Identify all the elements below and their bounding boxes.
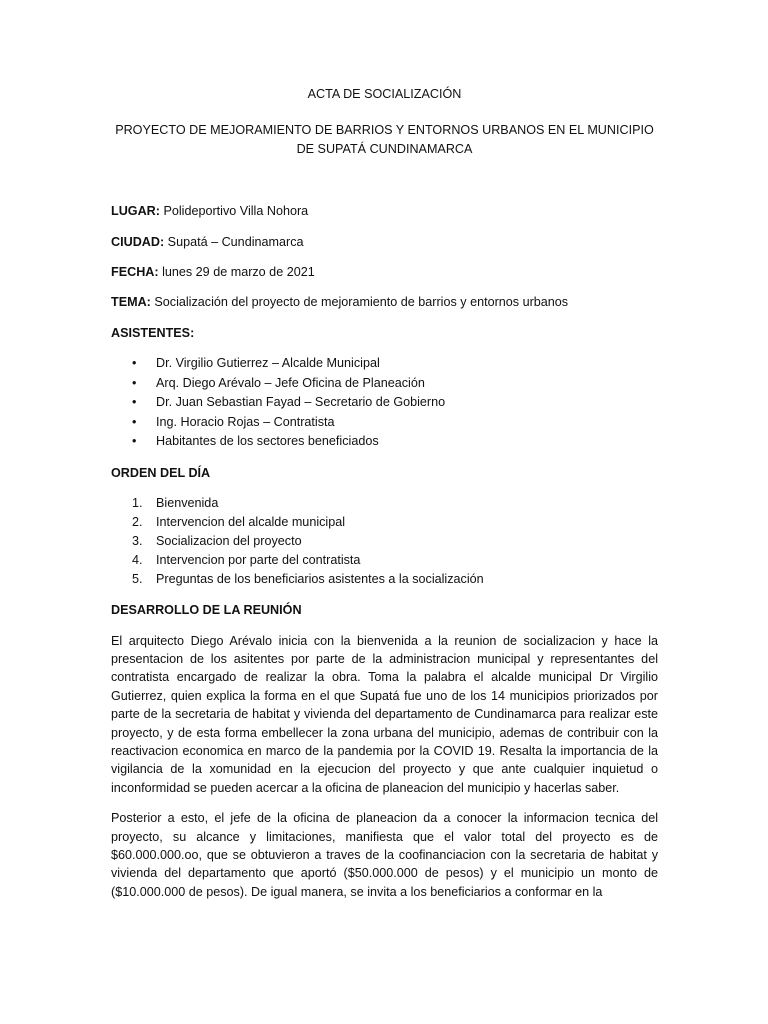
agenda-text: Preguntas de los beneficiarios asistentes a la socialización — [156, 572, 484, 587]
bullet-icon: • — [132, 375, 137, 390]
development-heading: DESARROLLO DE LA REUNIÓN — [111, 603, 302, 618]
attendee-name: Arq. Diego Arévalo – Jefe Oficina de Planeación — [156, 375, 425, 390]
agenda-list — [111, 494, 658, 589]
field-ciudad — [111, 233, 658, 251]
field-label: TEMA: — [111, 295, 151, 310]
agenda-number: 4. — [132, 553, 143, 568]
attendee-name: Dr. Virgilio Gutierrez – Alcalde Municipal — [156, 356, 380, 371]
list-item — [111, 374, 658, 394]
agenda-text: Socializacion del proyecto — [156, 534, 302, 549]
attendee-name: Ing. Horacio Rojas – Contratista — [156, 414, 335, 429]
agenda-number: 5. — [132, 572, 143, 587]
agenda-number: 2. — [132, 515, 143, 530]
agenda-number: 1. — [132, 496, 143, 511]
bullet-icon: • — [132, 414, 137, 429]
document-subtitle: PROYECTO DE MEJORAMIENTO DE BARRIOS Y ENTORNOS URBANOS EN EL MUNICIPIO DE SUPATÁ CUNDINAMARCA — [115, 123, 654, 156]
list-item — [111, 432, 658, 452]
field-value: Socialización del proyecto de mejoramiento de barrios y entornos urbanos — [150, 295, 569, 310]
list-item — [111, 532, 658, 551]
attendee-name: Habitantes de los sectores beneficiados — [156, 434, 379, 449]
list-item — [111, 551, 658, 570]
list-item — [111, 494, 658, 513]
field-value: Polideportivo Villa Nohora — [159, 204, 309, 219]
bullet-icon: • — [132, 395, 137, 410]
field-lugar — [111, 202, 658, 220]
list-item — [111, 354, 658, 374]
field-label: LUGAR: — [111, 204, 160, 219]
agenda-text: Intervencion del alcalde municipal — [156, 515, 346, 530]
body-paragraph: Posterior a esto, el jefe de la oficina de planeacion da a conocer la informacion tecnica del proyecto, su alcance y limitaciones, manifiesta que el valor total del proyecto es de $60.000.000.oo, que se obtuvieron a traves de la coofinanciacion con la secretaria de habitat y vivienda del departamento que aportó ($50.000.000 de pesos) y el municipio un monto de ($10.000.000 de pesos). De igual manera, se invita a los beneficiarios a conformar en la — [111, 811, 658, 899]
attendees-heading: ASISTENTES: — [111, 325, 195, 340]
list-item — [111, 413, 658, 433]
body-paragraph: El arquitecto Diego Arévalo inicia con la bienvenida a la reunion de socializacion y hace la presentacion de los asitentes por parte de la administracion municipal y representantes del contratista encargado de realizar la obra. Toma la palabra el alcalde municipal Dr Virgilio Gutierrez, quien explica la forma en el que Supatá fue uno de los 14 municipios priorizados por parte de la secretaria de habitat y vivienda del departamento de Cundinamarca para realizar este proyecto, y de esta forma embellecer la zona urbana del municipio, ademas de contribuir con la reactivacion economica en marco de la pandemia por la COVID 19. Resalta la importancia de la vigilancia de la xomunidad en la ejecucion del proyecto y que ante cualquier inquietud o inconformidad se pueden acercar a la oficina de planeacion del municipio y hacerlas saber. — [111, 633, 658, 795]
field-label: FECHA: — [111, 265, 159, 280]
field-label: CIUDAD: — [111, 234, 165, 249]
document-title: ACTA DE SOCIALIZACIÓN — [307, 87, 462, 101]
attendee-name: Dr. Juan Sebastian Fayad – Secretario de Gobierno — [156, 395, 446, 410]
field-value: lunes 29 de marzo de 2021 — [158, 265, 315, 280]
agenda-text: Intervencion por parte del contratista — [156, 553, 361, 568]
agenda-text: Bienvenida — [156, 496, 219, 511]
list-item — [111, 570, 658, 589]
field-value: Supatá – Cundinamarca — [164, 234, 304, 249]
field-tema — [111, 293, 658, 311]
list-item — [111, 513, 658, 532]
bullet-icon: • — [132, 356, 137, 371]
attendees-list — [111, 354, 658, 452]
agenda-number: 3. — [132, 534, 143, 549]
list-item — [111, 393, 658, 413]
field-fecha — [111, 263, 658, 281]
agenda-heading: ORDEN DEL DÍA — [111, 465, 211, 480]
bullet-icon: • — [132, 434, 137, 449]
